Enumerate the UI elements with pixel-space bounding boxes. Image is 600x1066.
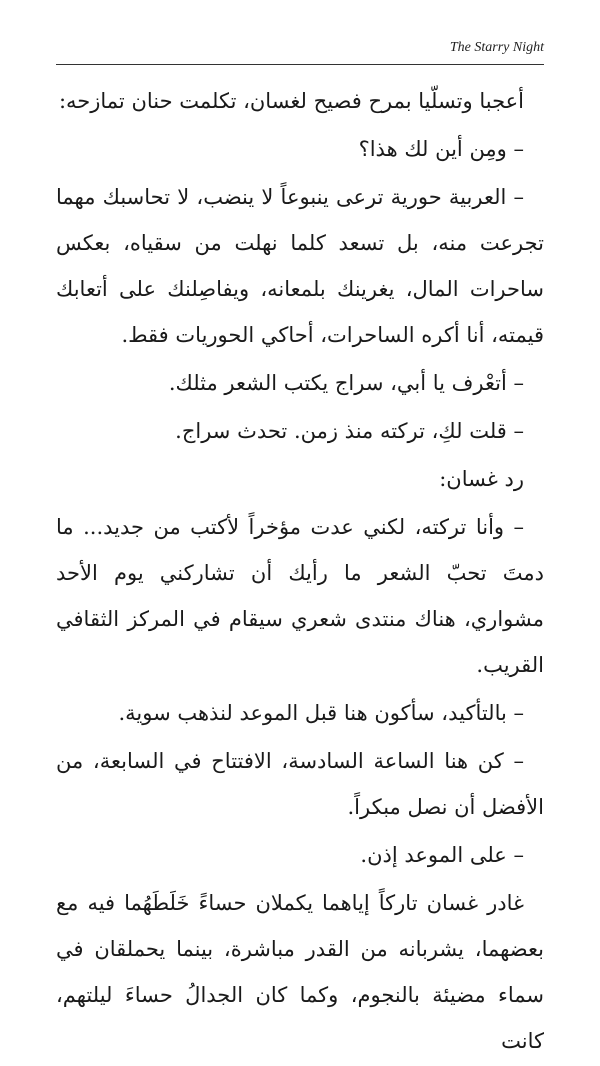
paragraph: – بالتأكيد، سأكون هنا قبل الموعد لنذهب سوية. <box>118 701 524 725</box>
paragraph: – وأنا تركته، لكني عدت مؤخراً لأكتب من جديد... ما دمتَ تحبّ الشعر ما رأيك أن تشاركني يوم الأحد مشواري، هناك منتدى شعري سيقام في المركز الثقافي القريب. <box>56 515 544 677</box>
paragraph: – أتعْرف يا أبي، سراج يكتب الشعر مثلك. <box>168 371 524 395</box>
paragraph: رد غسان: <box>439 467 524 491</box>
header-rule <box>56 64 544 65</box>
paragraph: – كن هنا الساعة السادسة، الافتتاح في السابعة، من الأفضل أن نصل مبكراً. <box>56 749 544 819</box>
paragraph: غادر غسان تاركاً إياهما يكملان حساءً خَلَطَهُما فيه مع بعضهما، يشربانه من القدر مباشرة، بينما يحملقان في سماء مضيئة بالنجوم، وكما كان الجدالُ حساءَ ليلتهم، كانت <box>56 891 544 1053</box>
page-body <box>56 78 544 1066</box>
paragraph: – ومِن أين لك هذا؟ <box>358 137 524 161</box>
running-head-title: The Starry Night <box>449 40 544 55</box>
paragraph: – على الموعد إذن. <box>360 843 524 867</box>
paragraph: – العربية حورية ترعى ينبوعاً لا ينضب، لا تحاسبك مهما تجرعت منه، بل تسعد كلما نهلت من سقياه، بعكس ساحرات المال، يغرينك بلمعانه، ويفاصِلنك على أتعابك قيمته، أنا أكره الساحرات، أحاكي الحوريات فقط. <box>56 185 544 347</box>
paragraph: أعجبا وتسلّيا بمرح فصيح لغسان، تكلمت حنان تمازحه: <box>58 89 524 113</box>
paragraph: – قلت لكِ، تركته منذ زمن. تحدث سراج. <box>175 419 524 443</box>
